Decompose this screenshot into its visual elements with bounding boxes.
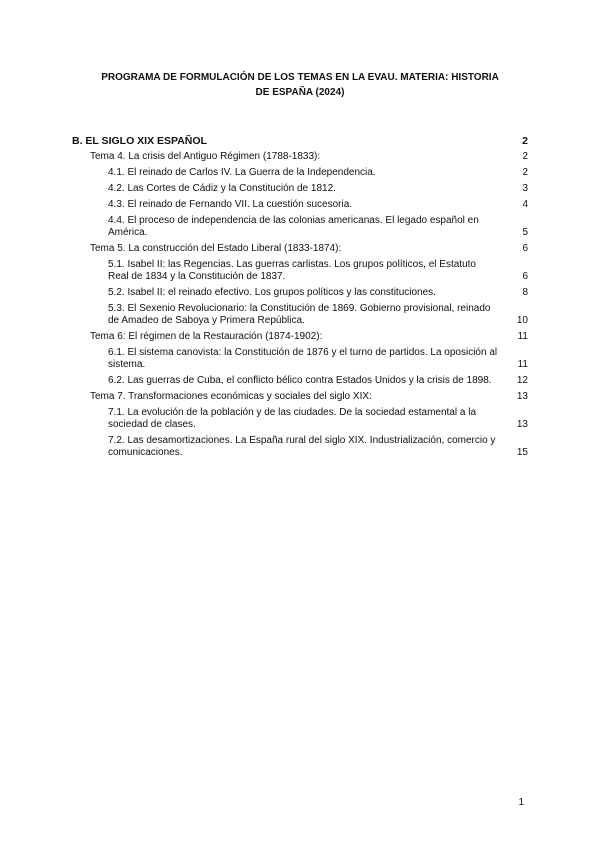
toc-entry-label: 7.1. La evolución de la población y de las ciudades. De la sociedad estamental a la sociedad de clases. — [108, 407, 477, 430]
toc-entry-4-3[interactable] — [70, 199, 528, 211]
table-of-contents — [70, 135, 528, 463]
toc-entry-page: 5 — [522, 227, 528, 238]
toc-entry-4-4[interactable] — [70, 215, 528, 239]
toc-entry-6-1[interactable] — [70, 347, 528, 371]
document-title-line-2: DE ESPAÑA (2024) — [255, 87, 345, 98]
toc-tema-7[interactable] — [70, 391, 528, 403]
toc-entry-label: 7.2. Las desamortizaciones. La España rural del siglo XIX. Industrialización, comercio y comunicaciones. — [108, 435, 496, 458]
toc-tema-4[interactable] — [70, 151, 528, 163]
toc-entry-page: 6 — [522, 271, 528, 282]
toc-entry-5-2[interactable] — [70, 287, 528, 299]
toc-entry-4-2[interactable] — [70, 183, 528, 195]
toc-entry-label: Tema 7. Transformaciones económicas y sociales del siglo XIX: — [90, 391, 372, 402]
toc-entry-page: 2 — [522, 151, 528, 162]
toc-entry-6-2[interactable] — [70, 375, 528, 387]
page-number: 1 — [518, 797, 524, 808]
toc-section-page: 2 — [522, 135, 528, 147]
toc-section-b[interactable] — [70, 135, 528, 147]
toc-entry-page: 13 — [516, 391, 528, 402]
toc-section-label: B. EL SIGLO XIX ESPAÑOL — [72, 135, 207, 147]
toc-entry-5-3[interactable] — [70, 303, 528, 327]
toc-entry-page: 11 — [517, 359, 528, 370]
toc-entry-page: 12 — [516, 375, 528, 386]
toc-entry-label: Tema 5. La construcción del Estado Liberal (1833-1874): — [90, 243, 342, 254]
document-title-line-1: PROGRAMA DE FORMULACIÓN DE LOS TEMAS EN LA EVAU. MATERIA: HISTORIA — [101, 72, 499, 83]
toc-entry-label: 4.3. El reinado de Fernando VII. La cuestión sucesoria. — [108, 199, 353, 210]
toc-entry-label: 4.2. Las Cortes de Cádiz y la Constitución de 1812. — [108, 183, 336, 194]
toc-tema-6[interactable] — [70, 331, 528, 343]
toc-entry-7-1[interactable] — [70, 407, 528, 431]
toc-entry-4-1[interactable] — [70, 167, 528, 179]
toc-entry-page: 4 — [522, 199, 528, 210]
toc-entry-page: 11 — [517, 331, 528, 342]
toc-entry-label: 6.2. Las guerras de Cuba, el conflicto bélico contra Estados Unidos y la crisis de 1898. — [108, 375, 492, 386]
toc-entry-page: 10 — [516, 315, 528, 326]
document-title — [70, 70, 530, 100]
toc-entry-7-2[interactable] — [70, 435, 528, 459]
toc-entry-5-1[interactable] — [70, 259, 528, 283]
toc-entry-label: 4.4. El proceso de independencia de las colonias americanas. El legado español en América. — [108, 215, 479, 238]
toc-entry-label: 5.2. Isabel II: el reinado efectivo. Los grupos políticos y las constituciones. — [108, 287, 436, 298]
toc-entry-page: 13 — [516, 419, 528, 430]
toc-entry-label: 6.1. El sistema canovista: la Constitución de 1876 y el turno de partidos. La oposición al sistema. — [108, 347, 498, 370]
toc-entry-page: 8 — [522, 287, 528, 298]
toc-entry-label: Tema 4. La crisis del Antiguo Régimen (1788-1833): — [90, 151, 321, 162]
toc-tema-5[interactable] — [70, 243, 528, 255]
toc-entry-page: 15 — [516, 447, 528, 458]
toc-entry-label: Tema 6: El régimen de la Restauración (1874-1902): — [90, 331, 323, 342]
toc-entry-page: 3 — [522, 183, 528, 194]
toc-entry-label: 5.1. Isabel II: las Regencias. Las guerras carlistas. Los grupos políticos, el Estatuto Real de 1834 y la Constitución de 1837. — [108, 259, 476, 282]
toc-entry-label: 4.1. El reinado de Carlos IV. La Guerra de la Independencia. — [108, 167, 376, 178]
toc-entry-label: 5.3. El Sexenio Revolucionario: la Constitución de 1869. Gobierno provisional, reinado de Amadeo de Saboya y Primera República. — [108, 303, 491, 326]
toc-entry-page: 2 — [522, 167, 528, 178]
toc-entry-page: 6 — [522, 243, 528, 254]
